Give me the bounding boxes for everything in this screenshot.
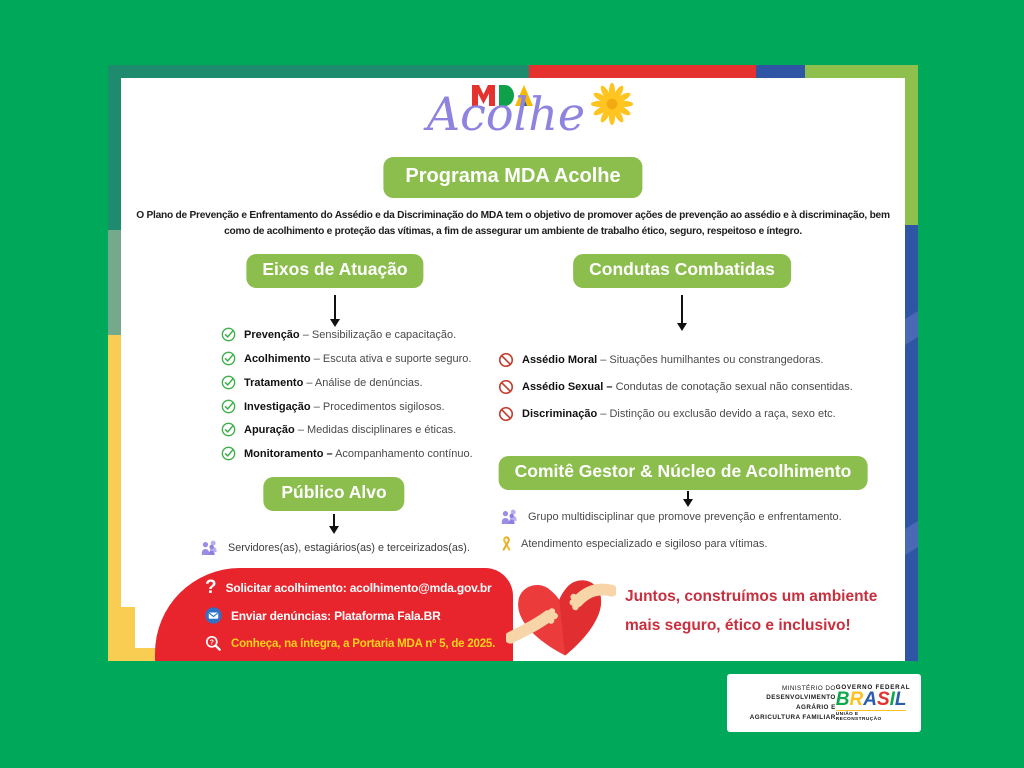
list-item-text <box>244 400 445 415</box>
list-item-text <box>244 447 473 462</box>
item-term: Investigação <box>244 400 311 413</box>
eixos-list <box>221 328 501 471</box>
arrow-line <box>333 514 335 526</box>
heading-comite: Comitê Gestor & Núcleo de Acolhimento <box>499 456 868 490</box>
government-logo-box <box>727 674 921 732</box>
contact-text: Enviar denúncias: Plataforma Fala.BR <box>231 608 441 623</box>
arrow-line <box>687 491 689 499</box>
heading-condutas: Condutas Combatidas <box>573 254 791 288</box>
arrow-line <box>681 295 683 323</box>
item-desc: – Escuta ativa e suporte seguro. <box>313 352 472 365</box>
heading-eixos: Eixos de Atuação <box>246 254 423 288</box>
check-circle-icon <box>221 351 236 366</box>
item-term: Prevenção <box>244 329 300 341</box>
list-item <box>221 328 501 343</box>
item-term: Tratamento <box>244 376 304 389</box>
down-arrow-icon <box>330 295 340 327</box>
strip-segment <box>905 78 918 225</box>
slogan <box>625 583 877 640</box>
contact-text: Solicitar acolhimento: acolhimento@mda.gov.br <box>225 580 492 595</box>
list-item <box>498 380 918 395</box>
item-desc: Condutas de conotação sexual não consentidas. <box>615 381 853 393</box>
gov-label: GOVERNO FEDERAL <box>835 683 911 691</box>
item-term: Assédio Moral <box>522 354 598 366</box>
brand-letter: B <box>835 688 850 710</box>
item-term: Acolhimento <box>244 352 311 365</box>
check-circle-icon <box>221 446 236 461</box>
contact-banner <box>155 568 513 661</box>
list-item <box>221 376 501 391</box>
publico-text: Servidores(as), estagiários(as) e terceirizados(as). <box>228 542 470 554</box>
condutas-list <box>498 353 918 434</box>
brasil-wordmark <box>835 688 912 710</box>
governo-federal-logo <box>836 684 912 723</box>
check-circle-icon <box>221 399 236 414</box>
publico-item <box>200 540 600 556</box>
mda-acolhe-logo <box>395 83 631 159</box>
strip-segment <box>905 225 918 661</box>
brand-letter: S <box>876 688 890 710</box>
people-group-icon <box>500 508 520 525</box>
list-item <box>221 447 501 462</box>
slogan-line-2: mais seguro, ético e inclusivo! <box>625 616 851 634</box>
heart-hug-icon <box>506 569 616 663</box>
list-item <box>221 352 501 367</box>
contact-line <box>205 635 495 652</box>
list-item-text <box>522 380 853 395</box>
page-title: Programa MDA Acolhe <box>383 157 642 198</box>
brand-letter: I <box>889 688 895 710</box>
gov-tagline: UNIÃO E RECONSTRUÇÃO <box>836 710 906 723</box>
slogan-line-1: Juntos, construímos um ambiente <box>625 588 878 605</box>
strip-segment <box>529 65 756 78</box>
strip-segment <box>108 78 121 230</box>
item-desc: – Distinção ou exclusão devido a raça, sexo etc. <box>600 408 836 420</box>
ministry-name <box>736 684 836 723</box>
contact-line <box>205 578 491 597</box>
list-item-text <box>244 352 471 367</box>
list-item <box>221 400 501 415</box>
item-term: Discriminação <box>522 408 598 420</box>
check-circle-icon <box>221 327 236 342</box>
item-desc: – Análise de denúncias. <box>306 376 423 389</box>
item-desc: Acompanhamento contínuo. <box>335 448 473 461</box>
question-mark-icon: ? <box>205 577 217 598</box>
list-item-text <box>244 376 423 391</box>
strip-segment <box>108 65 529 78</box>
top-border-strip <box>108 65 918 78</box>
left-border-strip <box>108 78 121 661</box>
magnifier-question-icon <box>205 635 222 652</box>
down-arrow-icon <box>683 491 693 507</box>
item-desc: – Procedimentos sigilosos. <box>313 400 445 413</box>
poster-card <box>108 65 918 661</box>
item-desc: – Sensibilização e capacitação. <box>302 329 457 341</box>
ministry-line: MINISTÉRIO DO <box>781 684 836 692</box>
list-item-text <box>522 353 823 368</box>
contact-text: Conheça, na íntegra, a Portaria MDA nº 5, de 2025. <box>231 637 496 650</box>
list-item-text <box>522 407 836 422</box>
check-circle-icon <box>221 375 236 390</box>
contact-line <box>205 607 441 624</box>
list-item-text <box>244 423 456 438</box>
list-item-text: Grupo multidisciplinar que promove prevenção e enfrentamento. <box>528 510 842 523</box>
item-desc: – Situações humilhantes ou constrangedoras. <box>600 354 824 366</box>
no-entry-icon <box>498 379 514 395</box>
list-item <box>498 353 918 368</box>
ministry-line: DESENVOLVIMENTO <box>766 694 836 702</box>
ministry-line: AGRICULTURA FAMILIAR <box>749 713 836 721</box>
item-desc: – Medidas disciplinares e éticas. <box>297 424 457 437</box>
acolhe-wordmark: Acolhe <box>426 87 586 141</box>
strip-segment <box>805 65 918 78</box>
list-item <box>221 423 501 438</box>
down-arrow-icon <box>329 514 339 534</box>
brand-letter: A <box>863 688 877 710</box>
brand-letter: R <box>849 688 864 710</box>
heart-hug-illustration <box>506 569 616 668</box>
item-term: Apuração <box>244 424 295 437</box>
check-circle-icon <box>221 422 236 437</box>
list-item-text <box>244 328 456 343</box>
arrow-head <box>329 526 339 534</box>
arrow-line <box>334 295 336 319</box>
people-group-icon <box>200 539 220 556</box>
arrow-head <box>677 323 687 331</box>
envelope-icon <box>205 607 222 624</box>
arrow-head <box>683 499 693 507</box>
svg-text:?: ? <box>209 638 214 647</box>
no-entry-icon <box>498 406 514 422</box>
list-item <box>500 509 920 525</box>
list-item-text: Atendimento especializado e sigiloso para vítimas. <box>521 537 768 550</box>
ministry-line: AGRÁRIO E <box>796 704 836 711</box>
heading-publico: Público Alvo <box>263 477 404 511</box>
down-arrow-icon <box>677 295 687 331</box>
strip-segment <box>108 230 121 335</box>
arrow-head <box>330 319 340 327</box>
item-term: Monitoramento – <box>244 448 333 461</box>
no-entry-icon <box>498 352 514 368</box>
list-item <box>498 407 918 422</box>
intro-paragraph: O Plano de Prevenção e Enfrentamento do Assédio e da Discriminação do MDA tem o objetivo de promover ações de prevenção ao assédio e à discriminação, bem como de acolhimento e proteção das vítimas, a fim de assegurar um ambiente de trabalho ético, seguro, respeitoso e íntegro. <box>136 210 890 238</box>
sunflower-icon <box>589 81 635 127</box>
strip-segment <box>756 65 805 78</box>
item-term: Assédio Sexual – <box>522 381 613 393</box>
brand-letter: L <box>894 688 907 710</box>
